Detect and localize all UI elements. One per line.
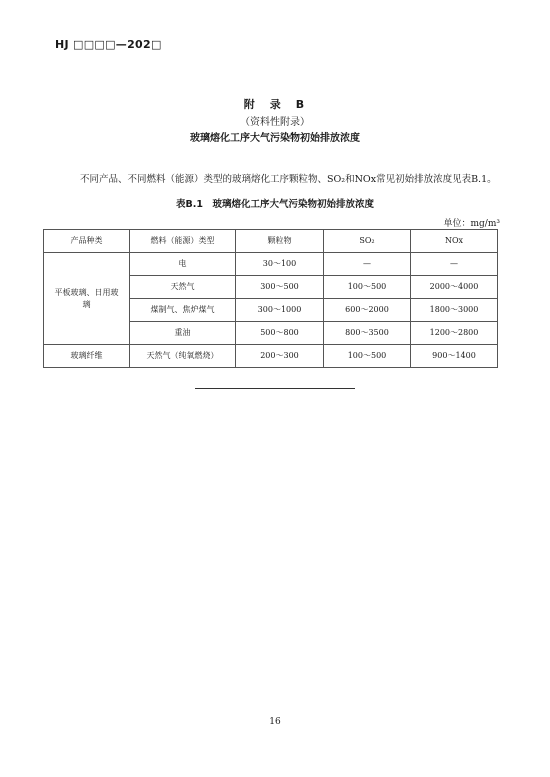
column-header-so2: SO₂ bbox=[324, 230, 411, 253]
so2-cell: — bbox=[324, 253, 411, 276]
so2-cell: 100～500 bbox=[324, 276, 411, 299]
fuel-cell: 天然气 bbox=[130, 276, 236, 299]
end-divider bbox=[195, 388, 355, 389]
pm-cell: 300～500 bbox=[236, 276, 324, 299]
pm-cell: 300～1000 bbox=[236, 299, 324, 322]
document-code: HJ □□□□—202□ bbox=[55, 38, 162, 51]
table-row bbox=[44, 253, 498, 276]
table-header-row bbox=[44, 230, 498, 253]
nox-cell: 1800～3000 bbox=[411, 299, 498, 322]
pm-cell: 500～800 bbox=[236, 322, 324, 345]
table-row bbox=[44, 345, 498, 368]
column-header-nox: NOx bbox=[411, 230, 498, 253]
fuel-cell: 电 bbox=[130, 253, 236, 276]
table-unit: 单位：mg/m³ bbox=[443, 219, 500, 229]
column-header-pm: 颗粒物 bbox=[236, 230, 324, 253]
so2-cell: 600～2000 bbox=[324, 299, 411, 322]
nox-cell: 2000～4000 bbox=[411, 276, 498, 299]
fuel-cell: 煤制气、焦炉煤气 bbox=[130, 299, 236, 322]
pm-cell: 200～300 bbox=[236, 345, 324, 368]
product-cell: 玻璃纤维 bbox=[44, 345, 130, 368]
column-header-fuel: 燃料（能源）类型 bbox=[130, 230, 236, 253]
appendix-subtitle: （资料性附录） bbox=[240, 117, 310, 128]
emission-table bbox=[43, 229, 498, 368]
column-header-product: 产品种类 bbox=[44, 230, 130, 253]
so2-cell: 100～500 bbox=[324, 345, 411, 368]
page-number: 16 bbox=[269, 717, 281, 727]
fuel-cell: 重油 bbox=[130, 322, 236, 345]
appendix-title: 附 录 B bbox=[243, 98, 307, 111]
table-caption: 表B.1 玻璃熔化工序大气污染物初始排放浓度 bbox=[176, 199, 374, 210]
product-cell: 平板玻璃、日用玻璃 bbox=[44, 253, 130, 345]
nox-cell: 900～1400 bbox=[411, 345, 498, 368]
nox-cell: 1200～2800 bbox=[411, 322, 498, 345]
nox-cell: — bbox=[411, 253, 498, 276]
fuel-cell: 天然气（纯氧燃烧） bbox=[130, 345, 236, 368]
so2-cell: 800～3500 bbox=[324, 322, 411, 345]
pm-cell: 30～100 bbox=[236, 253, 324, 276]
appendix-heading: 玻璃熔化工序大气污染物初始排放浓度 bbox=[190, 133, 360, 144]
intro-paragraph: 不同产品、不同燃料（能源）类型的玻璃熔化工序颗粒物、SO₂和NOx常见初始排放浓度见表B.1。 bbox=[80, 174, 497, 185]
